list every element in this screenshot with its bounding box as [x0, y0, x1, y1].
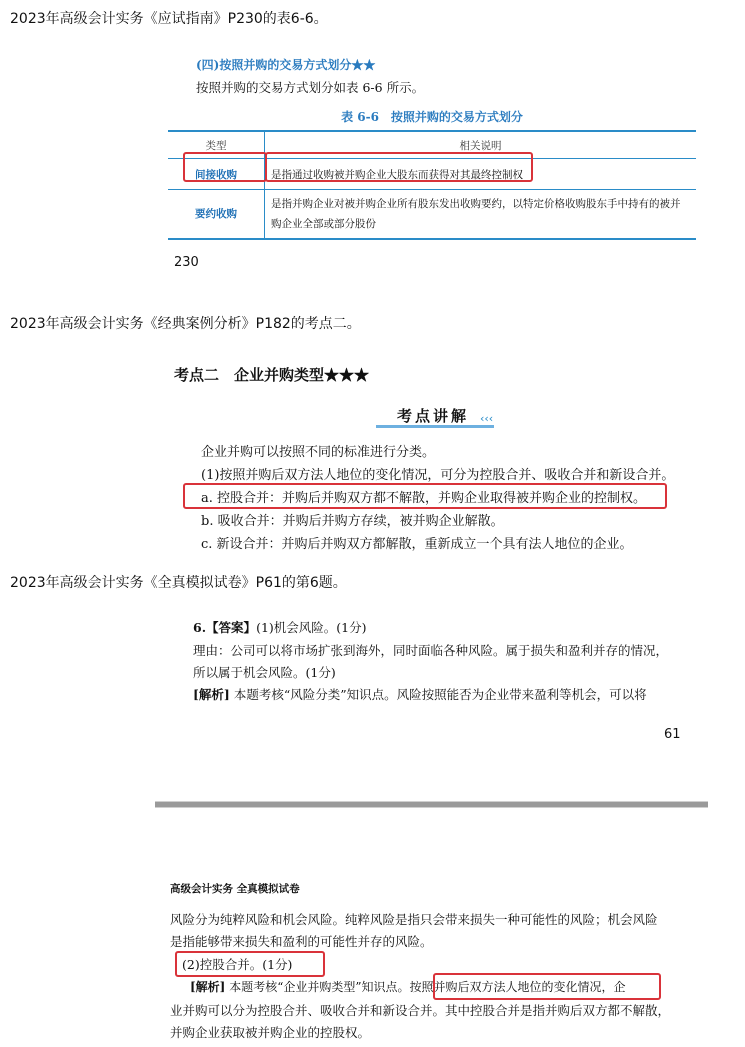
chevron-icon: ‹‹‹: [480, 412, 494, 425]
running-header: 高级会计实务 全真模拟试卷: [170, 883, 300, 895]
paragraph-line: c. 新设合并：并购后并购双方都解散，重新成立一个具有法人地位的企业。: [201, 537, 633, 552]
table-cell-type: 要约收购: [168, 190, 265, 240]
answer-line: [193, 618, 366, 636]
page-number: 230: [174, 255, 199, 270]
analysis-label: [解析]: [193, 687, 230, 702]
paragraph-line: (1)按照并购后双方法人地位的变化情况，可分为控股合并、吸收合并和新设合并。: [201, 468, 675, 483]
kaodian-title: 考点二 企业并购类型★★★: [174, 366, 370, 384]
analysis-line: [193, 685, 647, 703]
table-cell-type: 间接收购: [168, 159, 265, 190]
highlight-box: [183, 152, 267, 182]
answer-text: (1)机会风险。(1分): [256, 620, 367, 635]
highlight-box: [433, 973, 661, 1000]
paragraph-line: 业并购可以分为控股合并、吸收合并和新设合并。其中控股合并是指并购后双方都不解散，: [170, 1003, 671, 1018]
highlight-box: [175, 951, 325, 977]
analysis-text: 本题考核“风险分类”知识点。风险按照能否为企业带来盈利等机会，可以将: [233, 687, 647, 702]
table-caption: 表 6-6 按照并购的交易方式划分: [341, 110, 523, 124]
page-divider: [155, 801, 708, 808]
paragraph-line: 是指能够带来损失和盈利的可能性并存的风险。: [170, 934, 433, 949]
caption-1: 2023年高级会计实务《应试指南》P230的表6-6。: [10, 11, 328, 27]
page-number: 61: [664, 727, 681, 742]
section-heading: (四)按照并购的交易方式划分★★: [196, 58, 376, 72]
reason-line: 所以属于机会风险。(1分): [193, 665, 336, 680]
analysis-text: 本题考核“企业并购类型”知识点。: [229, 980, 410, 994]
intro-text: 按照并购的交易方式划分如表 6-6 所示。: [196, 80, 425, 95]
paragraph-line: 企业并购可以按照不同的标准进行分类。: [201, 445, 436, 460]
table-cell-desc: 是指通过收购被并购企业大股东而获得对其最终控制权: [265, 159, 697, 190]
paragraph-line: 风险分为纯粹风险和机会风险。纯粹风险是指只会带来损失一种可能性的风险；机会风险: [170, 912, 658, 927]
acquisition-table: [168, 130, 696, 240]
table-cell-desc: 是指并购企业对被并购企业所有股东发出收购要约，以特定价格收购股东手中持有的被并购企业全部或部分股份: [265, 190, 697, 240]
caption-3: 2023年高级会计实务《全真模拟试卷》P61的第6题。: [10, 575, 347, 591]
paragraph-line: a. 控股合并：并购后并购双方都不解散，并购企业取得被并购企业的控制权。: [201, 491, 647, 506]
paragraph-line: 并购企业获取被并购企业的控股权。: [170, 1025, 371, 1040]
answer-label: 6.【答案】: [193, 620, 257, 635]
table-header-type: 类型: [168, 131, 265, 159]
highlight-box: [183, 483, 667, 509]
banner-title: 考点讲解: [397, 407, 470, 425]
caption-2: 2023年高级会计实务《经典案例分析》P182的考点二。: [10, 316, 361, 332]
table-header-desc: 相关说明: [459, 139, 502, 152]
analysis-text-tail: 企: [613, 980, 626, 994]
table-row: [168, 190, 696, 240]
analysis-highlight: 按照并购后双方法人地位的变化情况，: [409, 980, 614, 994]
reason-line: 理由：公司可以将市场扩张到海外，同时面临各种风险。属于损失和盈利并存的情况，: [193, 643, 669, 658]
highlight-box: [265, 152, 533, 182]
paragraph-line: b. 吸收合并：并购后并购方存续，被并购企业解散。: [201, 514, 504, 529]
analysis-label: [解析]: [190, 980, 226, 994]
answer-line: (2)控股合并。(1分): [182, 957, 293, 972]
